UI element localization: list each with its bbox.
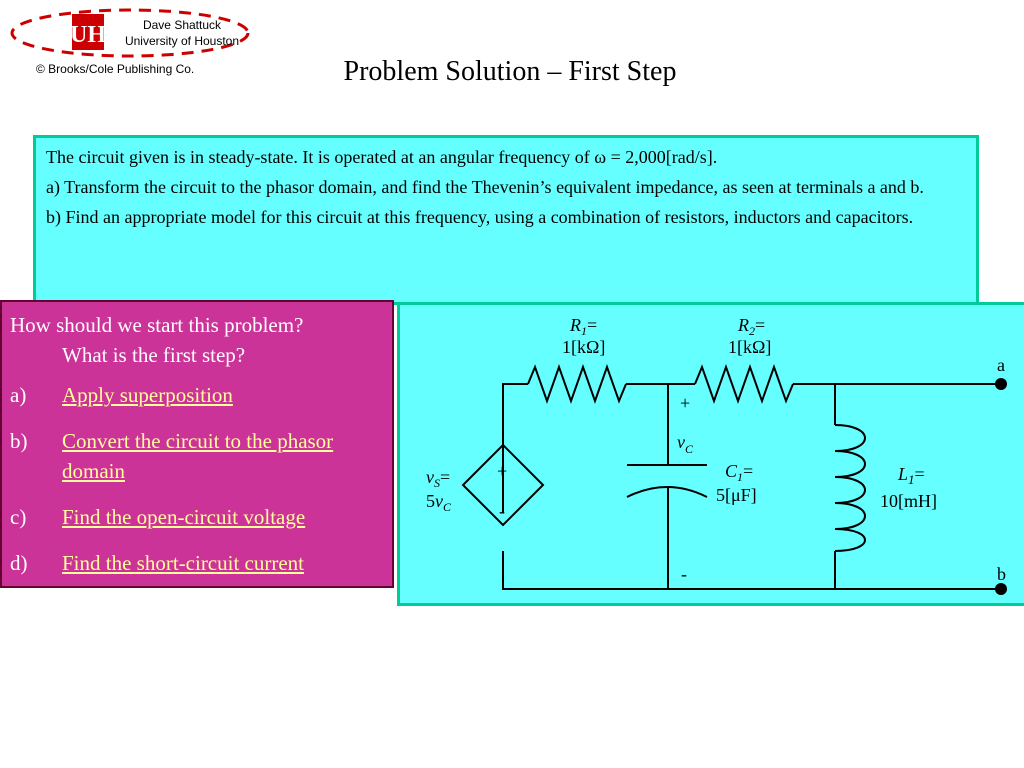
r2-value: 1[kΩ] [728, 337, 772, 357]
answer-option-c [10, 502, 392, 532]
resistor-r1 [528, 367, 626, 401]
resistor-r2 [695, 367, 793, 401]
answer-link-short-circuit-current[interactable]: Find the short-circuit current [62, 551, 305, 575]
answer-link-open-circuit-voltage[interactable]: Find the open-circuit voltage [62, 505, 306, 529]
problem-part-b: b) Find an appropriate model for this circuit at this frequency, using a combination of resistors, inductors and capacitors. [46, 207, 914, 227]
vc-minus-sign: - [681, 564, 687, 584]
author-name: Dave Shattuck [142, 18, 222, 32]
answer-link-convert-phasor[interactable]: Convert the circuit to the phasor domain [62, 429, 334, 483]
answer-option-b [10, 426, 392, 486]
logo-oval [8, 6, 252, 60]
answer-link-apply-superposition[interactable]: Apply superposition [62, 383, 233, 407]
terminal-b-node [995, 583, 1007, 595]
header-logo-block [0, 0, 270, 90]
wire-bottom [503, 551, 1001, 589]
vs-value: $5v_C$ [426, 491, 452, 514]
circuit-diagram-panel [397, 302, 1024, 606]
copyright-notice: © Brooks/Cole Publishing Co. [36, 62, 195, 76]
institution-name: University of Houston [124, 34, 240, 48]
answer-letter: d) [10, 551, 28, 575]
terminal-a-node [995, 378, 1007, 390]
answer-letter: c) [10, 505, 27, 529]
terminal-b-label: b [997, 564, 1006, 584]
c1-value: 5[μF] [716, 485, 757, 505]
vc-label: $v_C$ [677, 432, 694, 456]
source-plus-sign: + [497, 461, 508, 481]
answer-letter: a) [10, 383, 27, 407]
problem-statement-box [33, 135, 979, 305]
l1-value: 10[mH] [880, 491, 937, 511]
problem-intro: The circuit given is in steady-state. It is operated at an angular frequency of ω = 2,000[rad/s]. [46, 147, 718, 167]
answer-letter: b) [10, 429, 28, 453]
circuit-diagram [400, 305, 1024, 603]
question-line-2: What is the first step? [62, 343, 246, 367]
page-title: Problem Solution – First Step [343, 56, 677, 87]
l1-label: $L_1=$ [898, 464, 925, 487]
logo-text: UH [70, 22, 106, 48]
problem-part-a: a) Transform the circuit to the phasor domain, and find the Thevenin’s equivalent impedance, as seen at terminals a and b. [46, 177, 924, 197]
terminal-a-label: a [997, 355, 1005, 375]
answer-option-a [10, 380, 392, 410]
source-minus-sign: - [499, 501, 505, 521]
question-text [10, 310, 392, 370]
r1-label: $R_1=$ [570, 315, 598, 338]
answer-option-d [10, 548, 392, 578]
inductor-l1 [835, 425, 865, 551]
question-line-1: How should we start this problem? [10, 313, 304, 337]
r2-label: $R_2=$ [738, 315, 766, 338]
vc-plus-sign: + [680, 393, 691, 413]
r1-value: 1[kΩ] [562, 337, 606, 357]
question-panel [0, 300, 394, 588]
c1-label: $C_1=$ [725, 461, 754, 484]
vs-label: $v_S=$ [426, 467, 451, 490]
